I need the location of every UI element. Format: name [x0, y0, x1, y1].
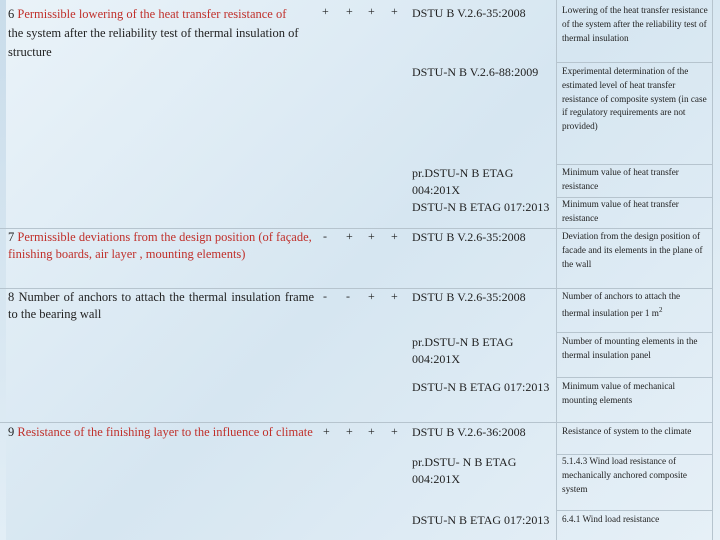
row-divider — [556, 510, 712, 511]
standard-code: pr.DSTU-N B ETAG 004:201X — [412, 166, 514, 197]
standard-description: 5.1.4.3 Wind load resistance of mechanically anchored composite system — [562, 456, 688, 494]
column-divider — [556, 0, 557, 540]
standard-description: Number of mounting elements in the thermal insulation panel — [562, 336, 698, 360]
mark-cell: - — [323, 229, 327, 243]
mark-cell: + — [368, 289, 375, 303]
standard-code: DSTU B V.2.6-35:2008 — [412, 230, 526, 244]
criterion-title: Permissible deviations from the design position (of façade, finishing boards, air layer , mounting elements) — [8, 230, 312, 261]
criterion-title: Resistance of the finishing layer to the influence of climate — [17, 425, 313, 439]
row-divider — [556, 62, 712, 63]
mark-cell: + — [346, 424, 353, 438]
standard-description: Experimental determination of the estimated level of heat transfer resistance of composite system (in case if regulatory requirements are not provided) — [562, 66, 707, 132]
standard-description: Resistance of system to the climate — [562, 426, 692, 436]
standard-code: DSTU-N B ETAG 017:2013 — [412, 200, 550, 214]
standard-code: DSTU-N B ETAG 017:2013 — [412, 380, 550, 394]
row-divider — [0, 422, 712, 423]
row-divider — [556, 332, 712, 333]
mark-cell: + — [368, 4, 375, 18]
standard-description: 6.4.1 Wind load resistance — [562, 514, 660, 524]
standard-code: DSTU-N B ETAG 017:2013 — [412, 513, 550, 527]
standard-description: Minimum value of heat transfer resistance — [562, 167, 679, 191]
standard-description: Deviation from the design position of facade and its elements in the plane of the wall — [562, 231, 703, 269]
standard-code: DSTU B V.2.6-35:2008 — [412, 6, 526, 20]
mark-cell: + — [323, 424, 330, 438]
mark-cell: + — [346, 4, 353, 18]
criterion-number: 7 — [8, 230, 15, 244]
row-divider — [556, 377, 712, 378]
mark-cell: + — [391, 4, 398, 18]
mark-cell: - — [346, 289, 350, 303]
superscript: 2 — [658, 305, 663, 314]
criterion-number: 8 — [8, 290, 15, 304]
standard-code: pr.DSTU-N B ETAG 004:201X — [412, 335, 514, 366]
criterion-7 — [8, 229, 314, 263]
mark-cell: + — [368, 229, 375, 243]
standard-code: DSTU B V.2.6-35:2008 — [412, 290, 526, 304]
standard-code: DSTU-N B V.2.6-88:2009 — [412, 65, 539, 79]
criterion-6-continuation: the system after the reliability test of thermal insulation of structure — [8, 26, 299, 59]
standard-description — [562, 290, 708, 321]
standard-description: Minimum value of heat transfer resistance — [562, 199, 679, 223]
mark-cell: - — [323, 289, 327, 303]
mark-cell: + — [346, 229, 353, 243]
standard-description-text: Number of anchors to attach the thermal insulation per 1 m — [562, 291, 681, 318]
criterion-6 — [8, 6, 326, 23]
mark-cell: + — [391, 229, 398, 243]
mark-cell: + — [368, 424, 375, 438]
criterion-number: 9 — [8, 425, 15, 439]
standard-code: DSTU B V.2.6-36:2008 — [412, 425, 526, 439]
mark-cell: + — [391, 289, 398, 303]
column-divider — [712, 0, 713, 540]
row-divider — [556, 164, 712, 165]
criterion-title: Number of anchors to attach the thermal insulation frame to the bearing wall — [8, 290, 314, 321]
standard-description: Minimum value of mechanical mounting elements — [562, 381, 676, 405]
mark-cell: + — [391, 424, 398, 438]
criterion-title: Permissible lowering of the heat transfer resistance of — [17, 7, 287, 21]
criterion-8 — [8, 289, 314, 323]
mark-cell: + — [322, 4, 329, 18]
standard-description: Lowering of the heat transfer resistance of the system after the reliability test of thermal insulation — [562, 5, 708, 43]
criterion-9 — [8, 424, 318, 441]
standard-code: pr.DSTU- N B ETAG 004:201X — [412, 455, 517, 486]
criterion-number: 6 — [8, 7, 15, 21]
